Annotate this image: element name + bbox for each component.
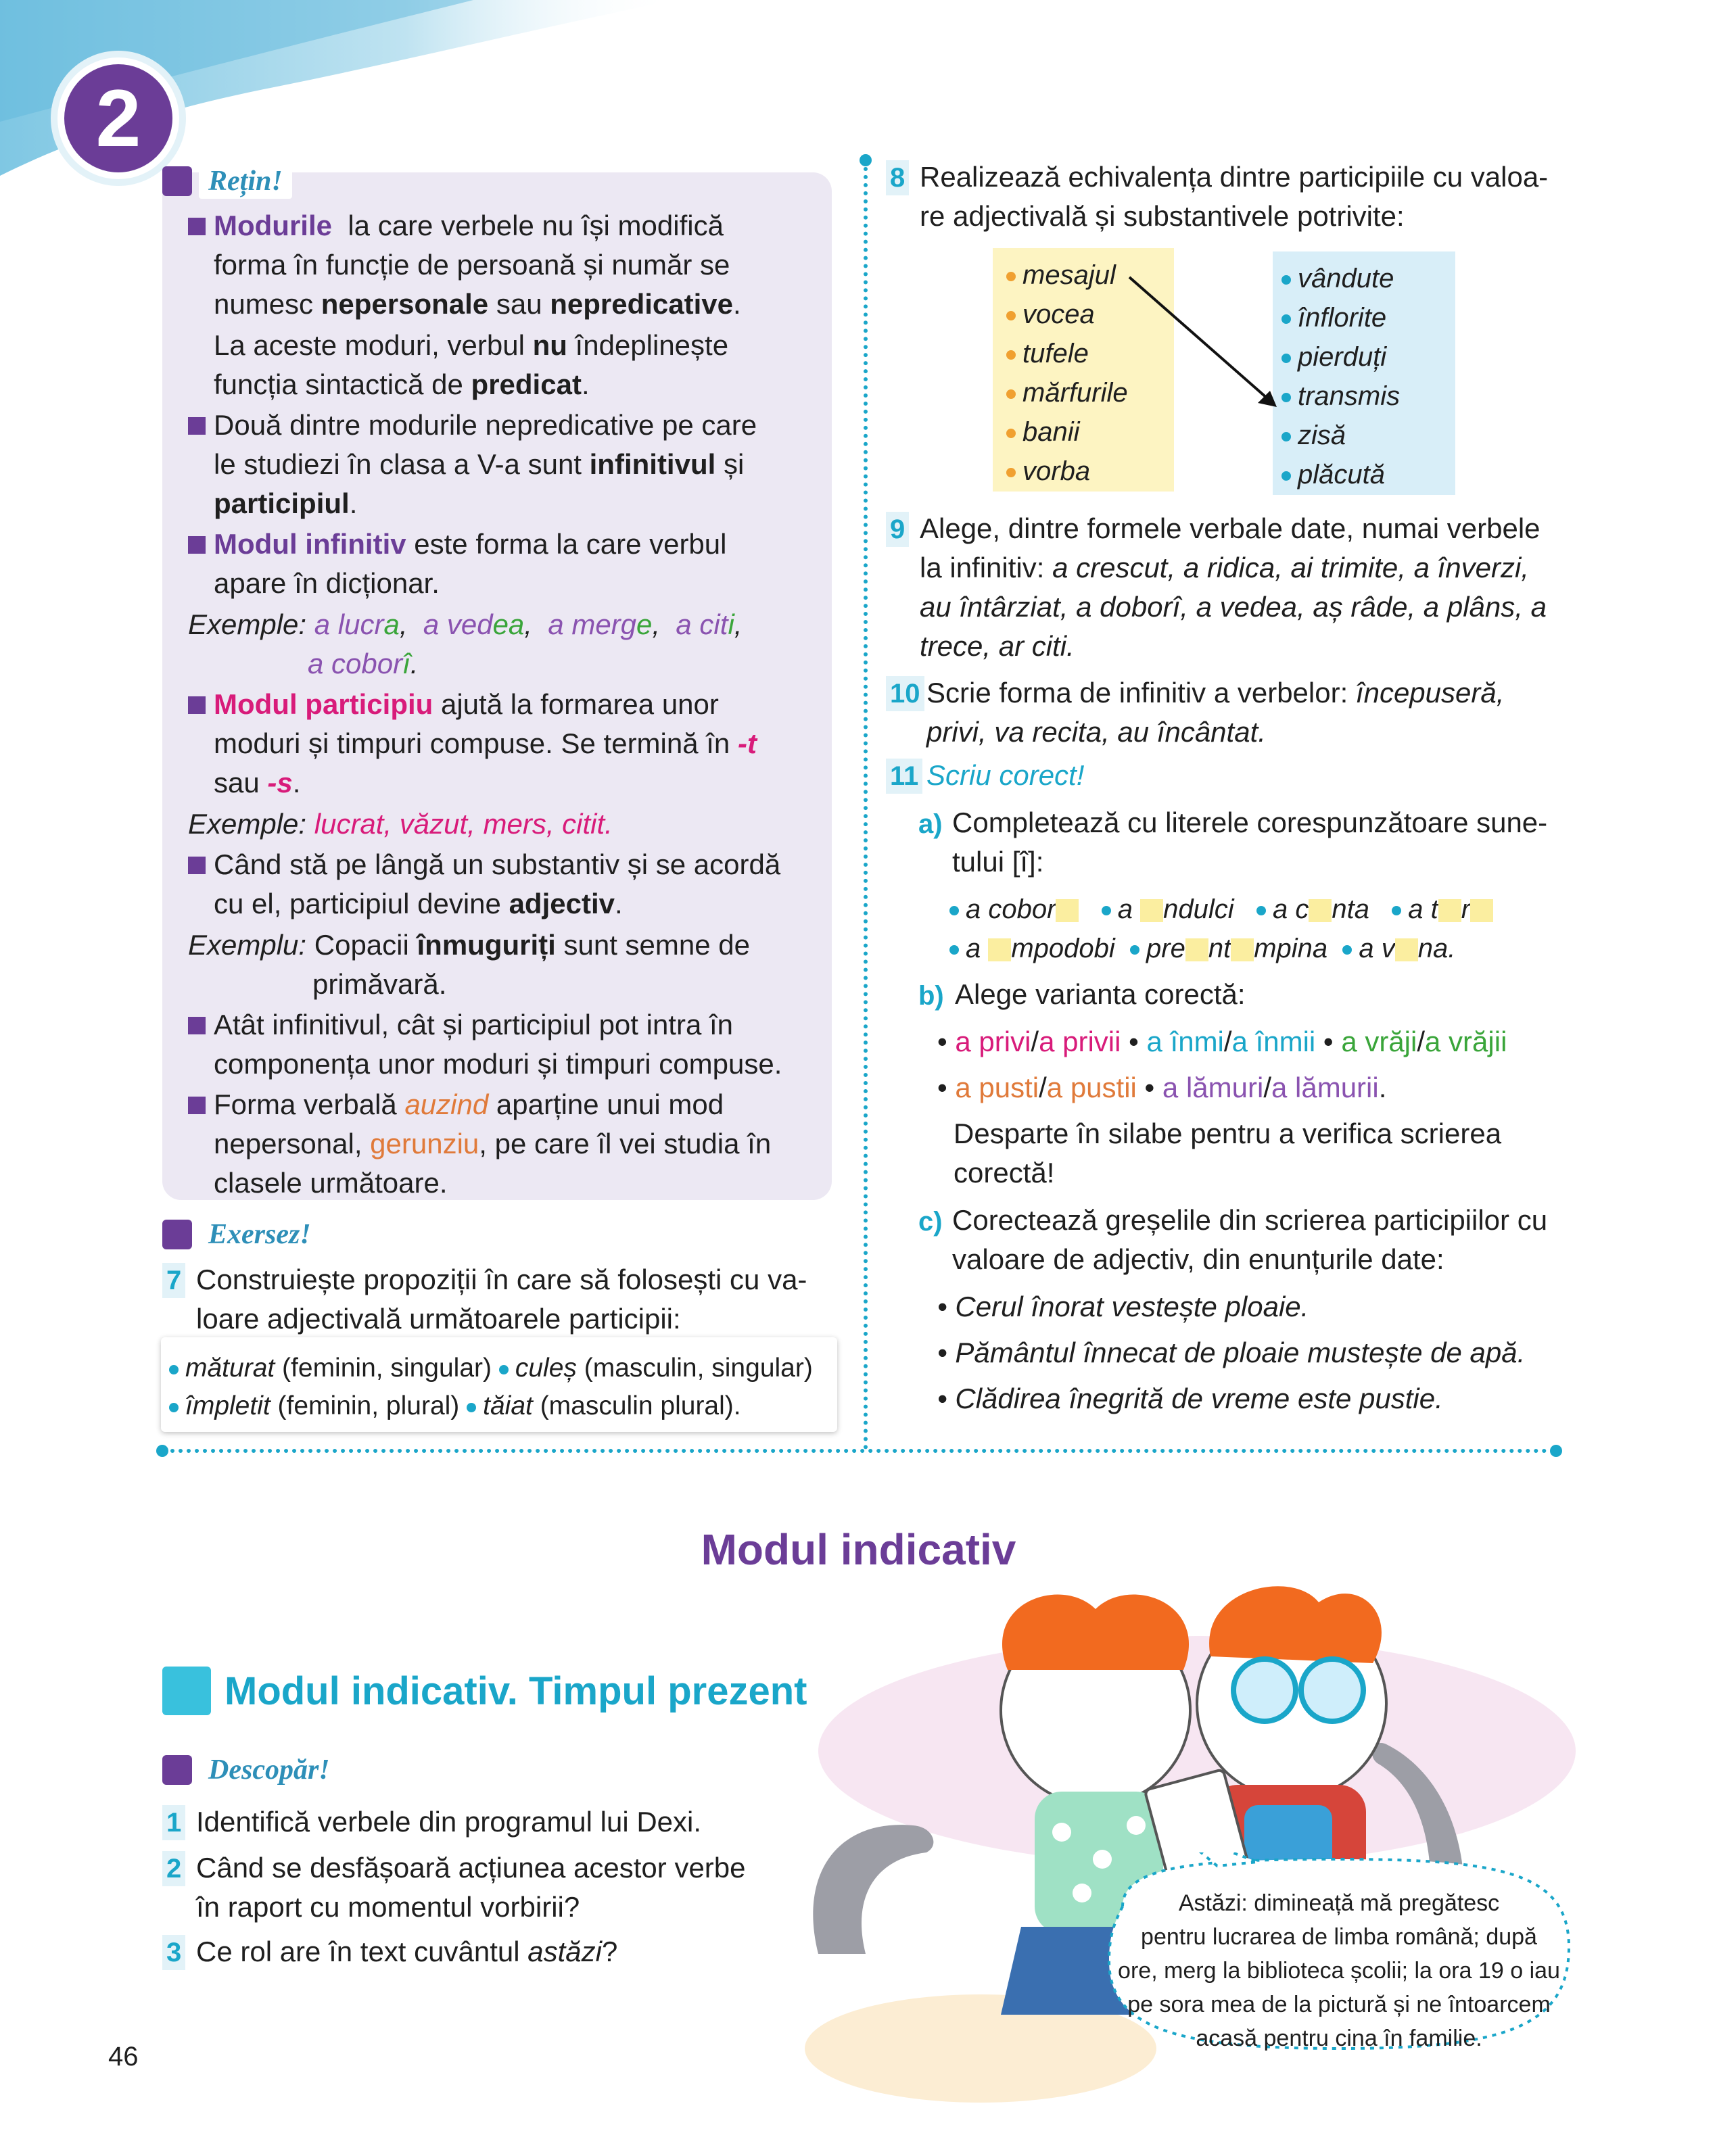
section-divider — [162, 1449, 1555, 1453]
exercise-11b-title: Alege varianta corectă: — [955, 978, 1246, 1010]
retin-p5-line2: cu el, participiul devine adjectiv. — [214, 888, 623, 919]
noun-item: tufele — [1006, 334, 1089, 373]
exersez-tag: Exersez! — [162, 1217, 321, 1252]
bullet — [188, 536, 206, 554]
bullet — [188, 218, 206, 235]
bullet — [188, 1097, 206, 1114]
exercise-11c-sentence2: • Pământul înnecat de ploaie mustește de apă. — [937, 1337, 1526, 1368]
exercise-9-line3: au întârziat, a doborî, a vedea, aș râde, a plâns, a — [920, 591, 1547, 623]
participle-item: pierduți — [1281, 337, 1386, 377]
exercise-11b-row2: • a pusti/a pustii • a lămuri/a lămurii. — [937, 1072, 1387, 1103]
exercise-9-number: 9 — [886, 512, 909, 547]
retin-p5-line1: Când stă pe lângă un substantiv și se acordă — [214, 848, 781, 880]
noun-item: mesajul — [1006, 256, 1116, 295]
participle-item: transmis — [1281, 377, 1400, 416]
exercise-7-line2: loare adjectivală următoarele participii: — [196, 1303, 681, 1335]
retin-p7-line2: nepersonal, gerunziu, pe care îl vei studia în — [214, 1128, 772, 1159]
exercise-7-number: 7 — [162, 1263, 185, 1298]
retin-p2-line1: Două dintre modurile nepredicative pe care — [214, 409, 757, 441]
question-3: Ce rol are în text cuvântul astăzi? — [196, 1936, 618, 1967]
bullet — [188, 417, 206, 435]
retin-p1-line3: numesc nepersonale sau nepredicative. — [214, 288, 741, 320]
lesson-heading: Modul indicativ. Timpul prezent — [162, 1667, 807, 1715]
retin-p1-line1: Modurile la care verbele nu își modifică — [214, 210, 724, 241]
exercise-9-line2: la infinitiv: a crescut, a ridica, ai trimite, a înverzi, — [920, 552, 1529, 583]
bullet — [188, 857, 206, 874]
participle-item: plăcută — [1281, 455, 1385, 494]
participle-item: vândute — [1281, 259, 1394, 298]
exercise-11c-line1: Corectează greșelile din scrierea participiilor cu — [952, 1204, 1548, 1236]
exercise-10-line2: privi, va recita, au încântat. — [926, 716, 1266, 748]
retin-example2: Exemple: lucrat, văzut, mers, citit. — [188, 808, 613, 840]
noun-item: banii — [1006, 412, 1080, 452]
retin-p4-line3: sau -s. — [214, 767, 301, 798]
exercise-11c-sentence1: • Cerul înorat vestește ploaie. — [937, 1291, 1309, 1322]
example-arrow — [1123, 270, 1285, 419]
question-2-line2: în raport cu momentul vorbirii? — [196, 1891, 580, 1923]
exercise-11b-row1: • a privi/a privii • a înmi/a înmii • a vrăji/a vrăjii — [937, 1026, 1507, 1057]
descopar-tag: Descopăr! — [162, 1752, 339, 1788]
retin-example1-line1: Exemple: a lucra, a vedea, a merge, a citi, — [188, 608, 743, 640]
section-title: Modul indicativ — [701, 1525, 1016, 1574]
bullet — [188, 1017, 206, 1034]
retin-example3-line1: Exemplu: Copacii înmuguriți sunt semne de — [188, 929, 750, 961]
exercise-7-line1: Construiește propoziții în care să folosești cu va- — [196, 1264, 807, 1295]
exercise-7-row2: împletit (feminin, plural) tăiat (masculin plural). — [169, 1387, 741, 1426]
exercise-8-number: 8 — [886, 160, 909, 195]
divider-dot — [860, 154, 872, 166]
exercise-9-line4: trece, ar citi. — [920, 630, 1075, 662]
exercise-11c-label: c) — [918, 1207, 943, 1237]
retin-p2-line2: le studiezi în clasa a V-a sunt infinitivul și — [214, 448, 745, 480]
exercise-11b-label: b) — [918, 981, 944, 1011]
noun-item: mărfurile — [1006, 373, 1128, 412]
participle-item: zisă — [1281, 416, 1346, 455]
retin-p1-line2: forma în funcție de persoană și număr se — [214, 249, 730, 281]
exercise-11a-row2: a mpodobi pre nt mpina a v na. — [949, 929, 1455, 968]
exercise-11a-label: a) — [918, 809, 943, 839]
question-2-line1: Când se desfășoară acțiunea acestor verbe — [196, 1852, 746, 1884]
exercise-8-line1: Realizează echivalența dintre participiile cu valoa- — [920, 161, 1549, 193]
exercise-8-line2: re adjectivală și substantivele potrivite: — [920, 200, 1405, 232]
question-3-number: 3 — [162, 1935, 185, 1970]
divider-dot — [1550, 1445, 1562, 1457]
retin-p4-line1: Modul participiu ajută la formarea unor — [214, 688, 719, 720]
retin-p6-line2: componența unor moduri și timpuri compuse. — [214, 1048, 782, 1080]
retin-p7-line3: clasele următoare. — [214, 1167, 448, 1199]
exercise-11b-note1: Desparte în silabe pentru a verifica scrierea — [954, 1118, 1502, 1149]
page-number: 46 — [108, 2042, 139, 2071]
exercise-10-number: 10 — [886, 676, 924, 711]
question-1: Identifică verbele din programul lui Dexi. — [196, 1806, 702, 1838]
exercise-11-number: 11 — [886, 759, 922, 794]
retin-p4-line2: moduri și timpuri compuse. Se termină în -t — [214, 727, 757, 759]
exercise-10-line1: Scrie forma de infinitiv a verbelor: începuseră, — [926, 677, 1505, 709]
unit-number: 2 — [64, 64, 172, 172]
question-2-number: 2 — [162, 1851, 185, 1886]
retin-example3-line2: primăvară. — [312, 968, 447, 1000]
speech-bubble-text: Astăzi: dimineață mă pregătesc pentru lucrarea de limba română; după ore, merg la biblioteca școlii; la ora 19 o iau pe sora mea de la pictură și ne întoarcem acasă pentru cina în familie. — [1118, 1890, 1560, 2051]
noun-item: vorba — [1006, 452, 1090, 491]
divider-dot — [156, 1445, 168, 1457]
exercise-9-line1: Alege, dintre formele verbale date, numai verbele — [920, 512, 1540, 544]
exercise-11-title: Scriu corect! — [926, 759, 1085, 791]
exercise-11c-line2: valoare de adjectiv, din enunțurile date: — [952, 1243, 1444, 1275]
participle-item: înflorite — [1281, 298, 1386, 337]
retin-p3-line1: Modul infinitiv este forma la care verbul — [214, 528, 727, 560]
exercise-11c-sentence3: • Clădirea înegrită de vreme este pustie. — [937, 1383, 1443, 1414]
retin-p2-line3: participiul. — [214, 487, 358, 519]
question-1-number: 1 — [162, 1805, 185, 1840]
retin-example1-line2: a coborî. — [308, 648, 419, 679]
exercise-11a-line2: tului [î]: — [952, 846, 1044, 878]
exercise-7-row1: măturat (feminin, singular) culeș (masculin, singular) — [169, 1349, 813, 1388]
retin-tag: Rețin! — [162, 164, 292, 199]
noun-item: vocea — [1006, 295, 1095, 334]
retin-p1-line5: funcția sintactică de predicat. — [214, 368, 590, 400]
exercise-11a-row1: a cobor a ndulci a c nta a t r — [949, 890, 1493, 929]
unit-number-badge — [57, 57, 179, 179]
retin-p6-line1: Atât infinitivul, cât și participiul pot intra în — [214, 1009, 734, 1040]
retin-p3-line2: apare în dicționar. — [214, 567, 440, 599]
exercise-11b-note2: corectă! — [954, 1157, 1055, 1189]
retin-p7-line1: Forma verbală auzind aparține unui mod — [214, 1088, 724, 1120]
exercise-11a-line1: Completează cu literele corespunzătoare sune- — [952, 807, 1548, 838]
bullet — [188, 696, 206, 714]
column-divider — [864, 159, 868, 1450]
retin-p1-line4: La aceste moduri, verbul nu îndeplinește — [214, 329, 729, 361]
